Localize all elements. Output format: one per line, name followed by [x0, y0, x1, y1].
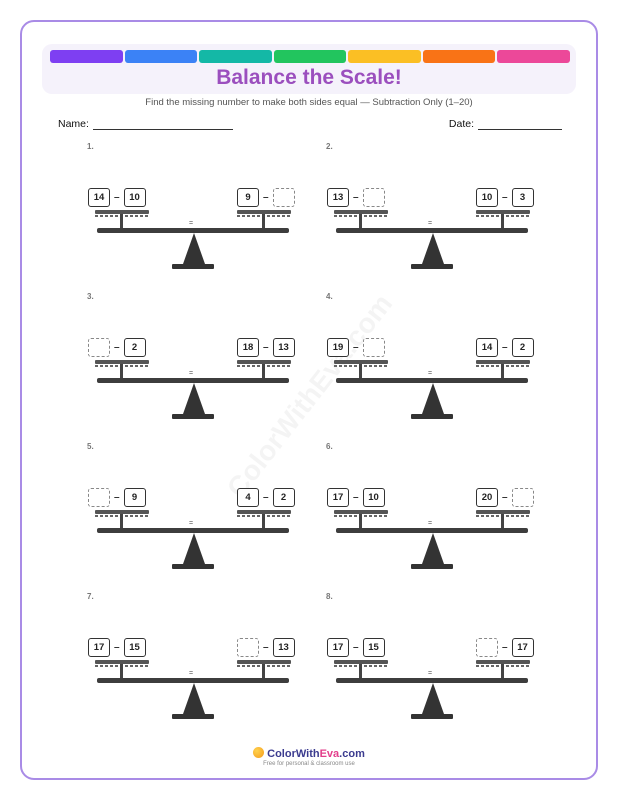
right-post: [262, 214, 265, 228]
minus-sign: –: [353, 191, 359, 203]
number-box: 17: [327, 488, 349, 507]
palette-icon: [253, 747, 264, 758]
footer-brand[interactable]: [0, 747, 618, 760]
number-box: 18: [237, 338, 259, 357]
answer-box[interactable]: [476, 638, 498, 657]
balance-problem: [326, 592, 566, 732]
balance-problem: [87, 142, 327, 282]
minus-sign: –: [114, 641, 120, 653]
right-post: [501, 514, 504, 528]
equals-sign: =: [428, 520, 433, 527]
minus-sign: –: [114, 191, 120, 203]
scale-base: [172, 714, 214, 719]
page-title: Balance the Scale!: [216, 66, 402, 89]
rainbow-bar: [50, 50, 570, 63]
balance-problem: [87, 292, 327, 432]
scale-base: [172, 414, 214, 419]
answer-box[interactable]: [363, 188, 385, 207]
minus-sign: –: [353, 341, 359, 353]
scale-base: [411, 714, 453, 719]
scale-base: [411, 264, 453, 269]
left-pan-expression: [327, 634, 385, 660]
number-box: 3: [512, 188, 534, 207]
minus-sign: –: [502, 491, 508, 503]
problem-number: 4.: [326, 292, 333, 301]
number-box: 10: [124, 188, 146, 207]
problem-number: 1.: [87, 142, 94, 151]
left-pan-expression: [327, 334, 385, 360]
name-date-bar: [58, 118, 562, 132]
number-box: 9: [124, 488, 146, 507]
rainbow-segment: [50, 50, 123, 63]
left-pan-expression: [88, 634, 146, 660]
equals-sign: =: [189, 670, 194, 677]
right-post: [262, 514, 265, 528]
minus-sign: –: [114, 491, 120, 503]
minus-sign: –: [502, 191, 508, 203]
right-pan-expression: [476, 484, 534, 510]
fulcrum-triangle: [422, 683, 444, 714]
problem-number: 5.: [87, 442, 94, 451]
right-pan-expression: [476, 184, 534, 210]
date-field[interactable]: [449, 118, 562, 130]
equals-sign: =: [428, 670, 433, 677]
number-box: 13: [273, 338, 295, 357]
answer-box[interactable]: [273, 188, 295, 207]
right-pan-expression: [237, 184, 295, 210]
footer-tagline: Free for personal & classroom use: [263, 761, 355, 767]
name-field[interactable]: [58, 118, 233, 130]
right-pan-expression: [237, 484, 295, 510]
left-post: [359, 214, 362, 228]
equals-sign: =: [189, 220, 194, 227]
equals-sign: =: [428, 370, 433, 377]
date-label: Date:: [448, 118, 474, 130]
brand-text: ColorWith: [267, 748, 320, 760]
answer-box[interactable]: [363, 338, 385, 357]
number-box: 15: [124, 638, 146, 657]
number-box: 9: [237, 188, 259, 207]
balance-problem: [87, 592, 327, 732]
answer-box[interactable]: [512, 488, 534, 507]
problem-number: 2.: [326, 142, 333, 151]
scale-base: [172, 564, 214, 569]
problem-number: 3.: [87, 292, 94, 301]
left-pan-expression: [88, 184, 146, 210]
number-box: 19: [327, 338, 349, 357]
footer: [0, 747, 618, 767]
name-label: Name:: [58, 118, 89, 130]
number-box: 4: [237, 488, 259, 507]
number-box: 2: [124, 338, 146, 357]
left-pan-expression: [327, 184, 385, 210]
rainbow-segment: [423, 50, 496, 63]
minus-sign: –: [263, 641, 269, 653]
minus-sign: –: [353, 491, 359, 503]
number-box: 13: [273, 638, 295, 657]
right-pan-expression: [476, 334, 534, 360]
rainbow-segment: [497, 50, 570, 63]
fulcrum-triangle: [422, 383, 444, 414]
left-pan-expression: [88, 334, 146, 360]
scale-base: [172, 264, 214, 269]
fulcrum-triangle: [183, 533, 205, 564]
right-post: [501, 664, 504, 678]
right-post: [262, 664, 265, 678]
number-box: 2: [273, 488, 295, 507]
number-box: 14: [476, 338, 498, 357]
number-box: 20: [476, 488, 498, 507]
rainbow-segment: [199, 50, 272, 63]
problem-number: 7.: [87, 592, 94, 601]
rainbow-segment: [348, 50, 421, 63]
number-box: 13: [327, 188, 349, 207]
date-line[interactable]: [478, 119, 562, 130]
problem-number: 8.: [326, 592, 333, 601]
number-box: 17: [327, 638, 349, 657]
right-pan-expression: [237, 634, 295, 660]
left-post: [120, 514, 123, 528]
fulcrum-triangle: [183, 683, 205, 714]
balance-problem: [326, 142, 566, 282]
minus-sign: –: [502, 641, 508, 653]
number-box: 2: [512, 338, 534, 357]
equals-sign: =: [428, 220, 433, 227]
number-box: 17: [88, 638, 110, 657]
left-pan-expression: [88, 484, 146, 510]
answer-box[interactable]: [237, 638, 259, 657]
answer-box[interactable]: [88, 488, 110, 507]
equals-sign: =: [189, 370, 194, 377]
left-post: [120, 214, 123, 228]
name-line[interactable]: [93, 119, 233, 130]
left-post: [120, 664, 123, 678]
problem-number: 6.: [326, 442, 333, 451]
balance-problem: [326, 442, 566, 582]
minus-sign: –: [263, 341, 269, 353]
answer-box[interactable]: [88, 338, 110, 357]
minus-sign: –: [114, 341, 120, 353]
left-post: [359, 664, 362, 678]
number-box: 10: [363, 488, 385, 507]
fulcrum-triangle: [422, 533, 444, 564]
left-pan-expression: [327, 484, 385, 510]
number-box: 15: [363, 638, 385, 657]
balance-problem: [87, 442, 327, 582]
minus-sign: –: [263, 491, 269, 503]
scale-base: [411, 564, 453, 569]
minus-sign: –: [353, 641, 359, 653]
left-post: [120, 364, 123, 378]
minus-sign: –: [263, 191, 269, 203]
fulcrum-triangle: [183, 233, 205, 264]
instructions: Find the missing number to make both sides equal — Subtraction Only (1–20): [145, 97, 473, 108]
right-post: [501, 214, 504, 228]
left-post: [359, 514, 362, 528]
number-box: 17: [512, 638, 534, 657]
right-pan-expression: [237, 334, 295, 360]
number-box: 10: [476, 188, 498, 207]
rainbow-segment: [125, 50, 198, 63]
rainbow-segment: [274, 50, 347, 63]
equals-sign: =: [189, 520, 194, 527]
minus-sign: –: [502, 341, 508, 353]
balance-problem: [326, 292, 566, 432]
brand-accent: Eva: [319, 748, 340, 760]
left-post: [359, 364, 362, 378]
brand-suffix: .com: [339, 748, 365, 760]
right-pan-expression: [476, 634, 534, 660]
number-box: 14: [88, 188, 110, 207]
fulcrum-triangle: [183, 383, 205, 414]
right-post: [501, 364, 504, 378]
scale-base: [411, 414, 453, 419]
fulcrum-triangle: [422, 233, 444, 264]
right-post: [262, 364, 265, 378]
